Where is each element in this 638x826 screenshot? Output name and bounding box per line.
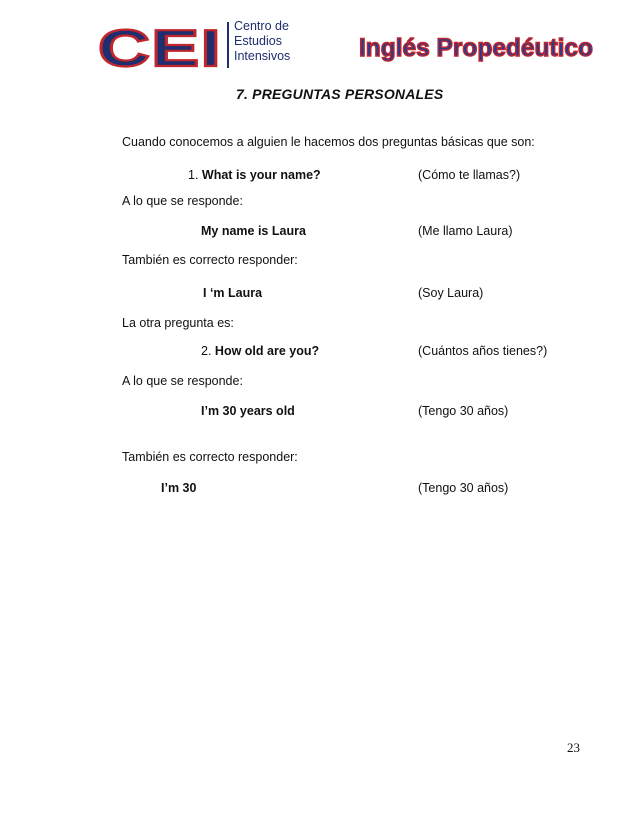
course-title: Inglés Propedéutico	[359, 34, 593, 62]
answer-1: My name is Laura	[201, 224, 306, 238]
answer-1-translation: (Me llamo Laura)	[418, 224, 513, 238]
question-2	[201, 344, 319, 358]
answer-1b-translation: (Soy Laura)	[418, 286, 484, 300]
org-name-line3: Intensivos	[234, 49, 291, 63]
question-2-text: How old are you?	[214, 344, 320, 358]
other-question-label: La otra pregunta es:	[122, 316, 234, 330]
question-1	[188, 168, 321, 182]
cei-logo-letters: CEI	[98, 20, 222, 72]
org-name-line1: Centro de	[234, 19, 289, 33]
course-title-banner	[357, 28, 597, 64]
org-name	[234, 19, 290, 64]
section-title: 7. PREGUNTAS PERSONALES	[236, 86, 444, 102]
intro-text: Cuando conocemos a alguien le hacemos dos preguntas básicas que son:	[122, 135, 535, 149]
question-1-translation: (Cómo te llamas?)	[418, 168, 521, 182]
org-name-line2: Estudios	[234, 34, 282, 48]
alternative-2-label: También es correcto responder:	[122, 450, 298, 464]
question-1-number: 1.	[188, 168, 199, 182]
question-2-number: 2.	[201, 344, 212, 358]
question-1-text: What is your name?	[201, 168, 321, 182]
question-2-translation: (Cuántos años tienes?)	[418, 344, 548, 358]
response-2-label: A lo que se responde:	[122, 374, 243, 388]
answer-2b-translation: (Tengo 30 años)	[418, 481, 509, 495]
cei-logo	[96, 20, 226, 72]
logo-divider	[227, 22, 229, 68]
answer-2: I’m 30 years old	[201, 404, 295, 418]
alternative-1-label: También es correcto responder:	[122, 253, 298, 267]
answer-1b: I ‘m Laura	[203, 286, 263, 300]
page-header	[0, 0, 638, 80]
answer-2-translation: (Tengo 30 años)	[418, 404, 509, 418]
response-1-label: A lo que se responde:	[122, 194, 243, 208]
answer-2b: I’m 30	[161, 481, 197, 495]
page-number: 23	[567, 740, 580, 755]
